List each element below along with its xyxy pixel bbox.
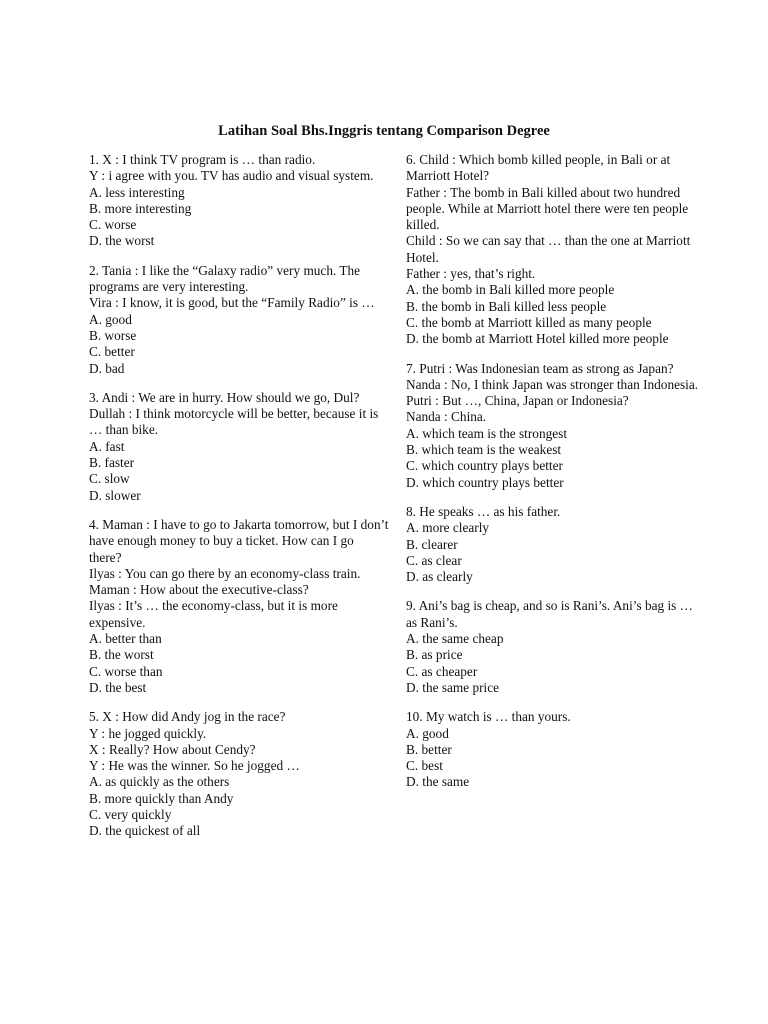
- question-text: Nanda : China.: [406, 409, 487, 425]
- answer-option: C. slow: [89, 471, 130, 487]
- answer-option: C. as cheaper: [406, 663, 478, 679]
- question-text: 10. My watch is … than yours.: [406, 709, 571, 725]
- answer-option: A. as quickly as the others: [89, 774, 230, 790]
- question-text: Ilyas : It’s … the economy-class, but it is more expensive.: [89, 598, 338, 630]
- question-text: 5. X : How did Andy jog in the race?: [89, 709, 286, 725]
- answer-option: A. which team is the strongest: [406, 425, 568, 441]
- answer-option: D. slower: [89, 487, 141, 503]
- answer-option: C. better: [89, 344, 135, 360]
- answer-option: C. very quickly: [89, 806, 172, 822]
- answer-option: B. the worst: [89, 647, 154, 663]
- question-block: [89, 263, 389, 377]
- question-text: Putri : But …, China, Japan or Indonesia?: [406, 393, 629, 409]
- question-text: Y : He was the winner. So he jogged …: [89, 758, 300, 774]
- question-text: Vira : I know, it is good, but the “Family Radio” is …: [89, 295, 375, 311]
- answer-option: C. which country plays better: [406, 458, 563, 474]
- answer-option: B. which team is the weakest: [406, 442, 562, 458]
- answer-option: C. worse: [89, 217, 137, 233]
- answer-option: A. the bomb in Bali killed more people: [406, 282, 615, 298]
- question-text: 3. Andi : We are in hurry. How should we go, Dul?: [89, 389, 360, 405]
- question-text: Nanda : No, I think Japan was stronger than Indonesia.: [406, 376, 699, 392]
- answer-option: A. less interesting: [89, 184, 185, 200]
- answer-option: D. bad: [89, 360, 125, 376]
- question-text: Father : yes, that’s right.: [406, 266, 536, 282]
- question-block: [89, 709, 389, 839]
- question-text: 2. Tania : I like the “Galaxy radio” very much. The programs are very interesting.: [89, 262, 361, 295]
- page-title: Latihan Soal Bhs.Inggris tentang Comparison Degree: [218, 123, 550, 139]
- question-block: [89, 152, 389, 250]
- answer-option: C. worse than: [89, 663, 163, 679]
- answer-option: A. good: [89, 311, 132, 327]
- question-text: X : Really? How about Cendy?: [89, 741, 256, 757]
- question-text: 6. Child : Which bomb killed people, in Bali or at Marriott Hotel?: [406, 152, 671, 184]
- question-block: [406, 598, 706, 696]
- question-text: 7. Putri : Was Indonesian team as strong as Japan?: [406, 360, 674, 376]
- question-text: 9. Ani’s bag is cheap, and so is Rani’s. Ani’s bag is … as Rani’s.: [406, 598, 693, 630]
- answer-option: C. the bomb at Marriott killed as many people: [406, 314, 652, 330]
- answer-option: D. the worst: [89, 233, 155, 249]
- question-text: Maman : How about the executive-class?: [89, 582, 309, 598]
- answer-option: D. the same: [406, 774, 470, 790]
- question-text: Y : he jogged quickly.: [89, 725, 207, 741]
- answer-option: B. worse: [89, 327, 137, 343]
- question-text: Dullah : I think motorcycle will be better, because it is … than bike.: [89, 406, 379, 438]
- question-text: 4. Maman : I have to go to Jakarta tomorrow, but I don’t have enough money to buy a ticket. How can I go there?: [89, 516, 389, 565]
- question-block: [89, 517, 389, 696]
- answer-option: D. as clearly: [406, 569, 473, 585]
- answer-option: C. best: [406, 758, 443, 774]
- left-column: [89, 152, 389, 853]
- answer-option: D. which country plays better: [406, 474, 564, 490]
- question-text: 1. X : I think TV program is … than radio.: [89, 152, 316, 167]
- answer-option: B. more quickly than Andy: [89, 790, 234, 806]
- answer-option: B. faster: [89, 455, 135, 471]
- question-block: [406, 504, 706, 585]
- answer-option: D. the bomb at Marriott Hotel killed more people: [406, 331, 669, 347]
- question-text: Ilyas : You can go there by an economy-class train.: [89, 565, 361, 581]
- answer-option: D. the same price: [406, 679, 500, 695]
- answer-option: A. more clearly: [406, 520, 490, 536]
- answer-option: B. the bomb in Bali killed less people: [406, 298, 607, 314]
- right-column: [406, 152, 706, 804]
- answer-option: B. as price: [406, 647, 463, 663]
- answer-option: B. clearer: [406, 536, 458, 552]
- answer-option: A. better than: [89, 631, 162, 647]
- question-block: [406, 152, 706, 348]
- answer-option: A. good: [406, 725, 449, 741]
- answer-option: D. the quickest of all: [89, 823, 201, 839]
- answer-option: B. more interesting: [89, 200, 192, 216]
- question-text: Y : i agree with you. TV has audio and visual system.: [89, 168, 374, 184]
- answer-option: A. the same cheap: [406, 631, 504, 647]
- question-text: 8. He speaks … as his father.: [406, 503, 561, 519]
- question-block: [406, 361, 706, 491]
- answer-option: C. as clear: [406, 552, 462, 568]
- answer-option: B. better: [406, 741, 452, 757]
- question-block: [89, 390, 389, 504]
- question-block: [406, 709, 706, 790]
- answer-option: D. the best: [89, 679, 147, 695]
- question-text: Child : So we can say that … than the one at Marriott Hotel.: [406, 233, 691, 265]
- answer-option: A. fast: [89, 438, 125, 454]
- question-text: Father : The bomb in Bali killed about two hundred people. While at Marriott hotel there were ten people killed.: [406, 184, 689, 233]
